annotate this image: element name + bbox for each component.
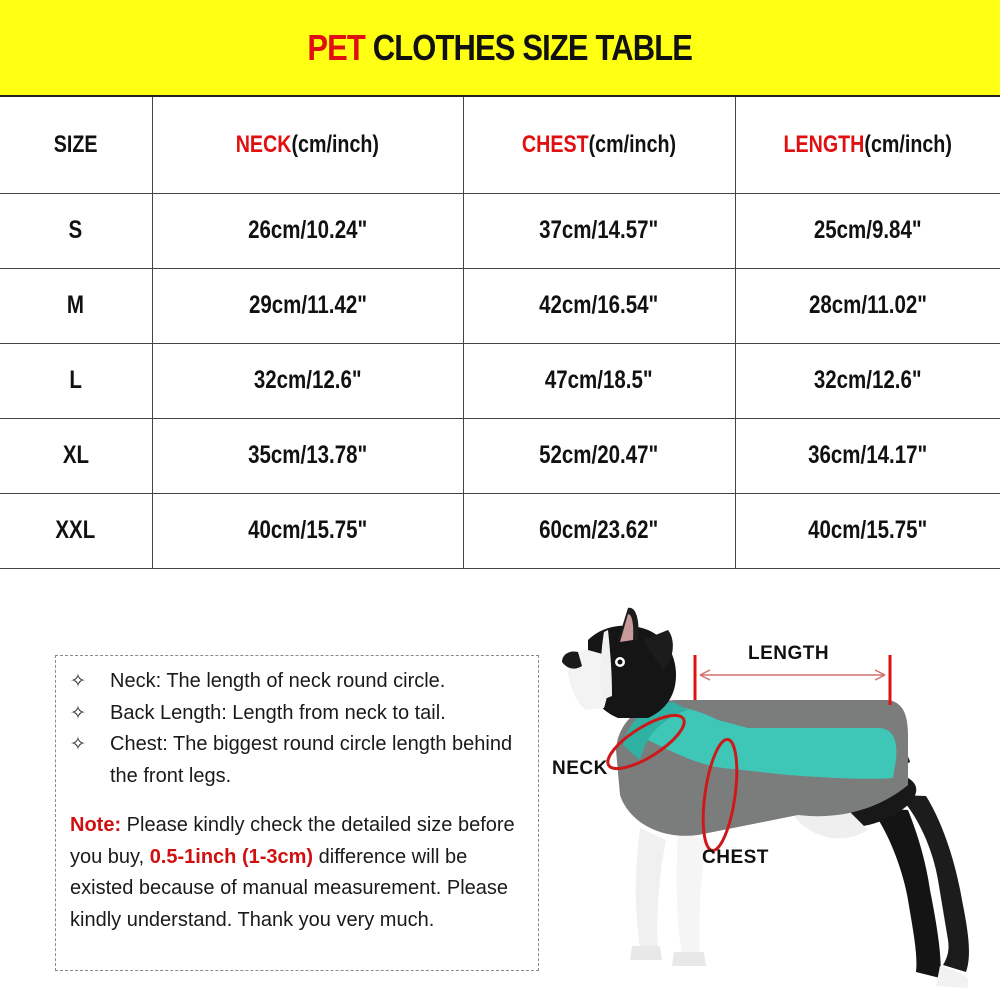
cell-neck	[152, 418, 463, 493]
table-row	[0, 193, 1000, 268]
title-rest: CLOTHES SIZE TABLE	[365, 26, 693, 68]
size-value: L	[69, 366, 83, 394]
header-size	[0, 97, 152, 193]
bullet-chest	[70, 729, 526, 792]
chest-value: 37cm/14.57"	[539, 216, 659, 244]
header-chest-accent: CHEST	[521, 130, 589, 158]
cell-size	[0, 193, 152, 268]
dog-front-paw	[630, 946, 662, 960]
dog-front-leg	[636, 828, 666, 952]
chest-value: 60cm/23.62"	[539, 516, 659, 544]
dog-front-paw-near	[672, 952, 706, 966]
table-row	[0, 418, 1000, 493]
cell-size	[0, 418, 152, 493]
sparkle-bullet-icon: ✧	[70, 702, 86, 724]
chest-value: 47cm/18.5"	[545, 366, 653, 394]
cell-chest	[463, 493, 735, 568]
title-accent: PET	[307, 26, 366, 68]
length-value: 32cm/12.6"	[813, 366, 922, 394]
measurement-info-box	[55, 655, 539, 971]
header-neck-unit: (cm/inch)	[291, 130, 380, 158]
bullet-neck-text: Neck: The length of neck round circle.	[110, 670, 446, 692]
header-chest	[463, 97, 735, 193]
bullet-back-length-text: Back Length: Length from neck to tail.	[110, 701, 446, 724]
cell-neck	[152, 343, 463, 418]
cell-length	[735, 493, 1000, 568]
note-text-2: difference will be existed because of manual measurement. Please kindly understand. Thank you very much.	[70, 845, 509, 931]
cell-length	[735, 268, 1000, 343]
table-row	[0, 493, 1000, 568]
header-length	[735, 97, 1000, 193]
dog-pupil	[618, 660, 623, 665]
bullet-chest-line1: Chest: The biggest round circle length behind	[110, 733, 513, 755]
sparkle-bullet-icon: ✧	[70, 671, 86, 692]
length-value: 40cm/15.75"	[808, 516, 928, 544]
cell-size	[0, 268, 152, 343]
cell-size	[0, 493, 152, 568]
neck-value: 32cm/12.6"	[253, 366, 362, 394]
neck-label: NECK	[552, 758, 608, 779]
length-value: 36cm/14.17"	[808, 441, 928, 469]
table-row	[0, 343, 1000, 418]
neck-value: 40cm/15.75"	[247, 516, 368, 544]
bullet-back-length	[70, 698, 526, 730]
neck-value: 26cm/10.24"	[247, 216, 368, 244]
bullet-neck	[70, 666, 526, 698]
neck-value: 29cm/11.42"	[248, 291, 367, 319]
dog-measurement-diagram	[548, 600, 988, 995]
header-size-label: SIZE	[53, 130, 98, 158]
size-value: S	[68, 216, 83, 244]
size-value: XL	[62, 441, 89, 469]
cell-chest	[463, 343, 735, 418]
size-value: M	[67, 291, 85, 319]
cell-neck	[152, 268, 463, 343]
neck-value: 35cm/13.78"	[247, 441, 368, 469]
cell-chest	[463, 193, 735, 268]
cell-chest	[463, 418, 735, 493]
header-length-unit: (cm/inch)	[864, 130, 952, 158]
header-chest-unit: (cm/inch)	[588, 130, 677, 158]
length-value: 25cm/9.84"	[813, 216, 922, 244]
table-row	[0, 268, 1000, 343]
table-header-row	[0, 97, 1000, 193]
cell-length	[735, 418, 1000, 493]
size-table	[0, 97, 1000, 569]
length-label: LENGTH	[748, 643, 830, 664]
note-text-1: Please kindly check the detailed size before you buy,	[70, 814, 515, 868]
cell-neck	[152, 193, 463, 268]
header-neck-accent: NECK	[235, 130, 292, 158]
chest-label: CHEST	[702, 847, 769, 868]
chest-value: 42cm/16.54"	[539, 291, 659, 319]
cell-length	[735, 193, 1000, 268]
length-value: 28cm/11.02"	[808, 291, 927, 319]
note-paragraph	[70, 810, 526, 936]
sparkle-bullet-icon: ✧	[70, 734, 86, 755]
cell-neck	[152, 493, 463, 568]
bullet-chest-line2: the front legs.	[110, 764, 232, 787]
header-length-accent: LENGTH	[783, 130, 865, 158]
page-title	[308, 27, 693, 69]
cell-length	[735, 343, 1000, 418]
cell-chest	[463, 268, 735, 343]
chest-value: 52cm/20.47"	[539, 441, 659, 469]
header-neck	[152, 97, 463, 193]
bullet-chest-text	[110, 729, 526, 792]
note-tolerance: 0.5-1inch (1-3cm)	[149, 845, 314, 868]
note-label: Note:	[70, 814, 122, 836]
cell-size	[0, 343, 152, 418]
size-value: XXL	[55, 516, 96, 544]
title-banner	[0, 0, 1000, 97]
